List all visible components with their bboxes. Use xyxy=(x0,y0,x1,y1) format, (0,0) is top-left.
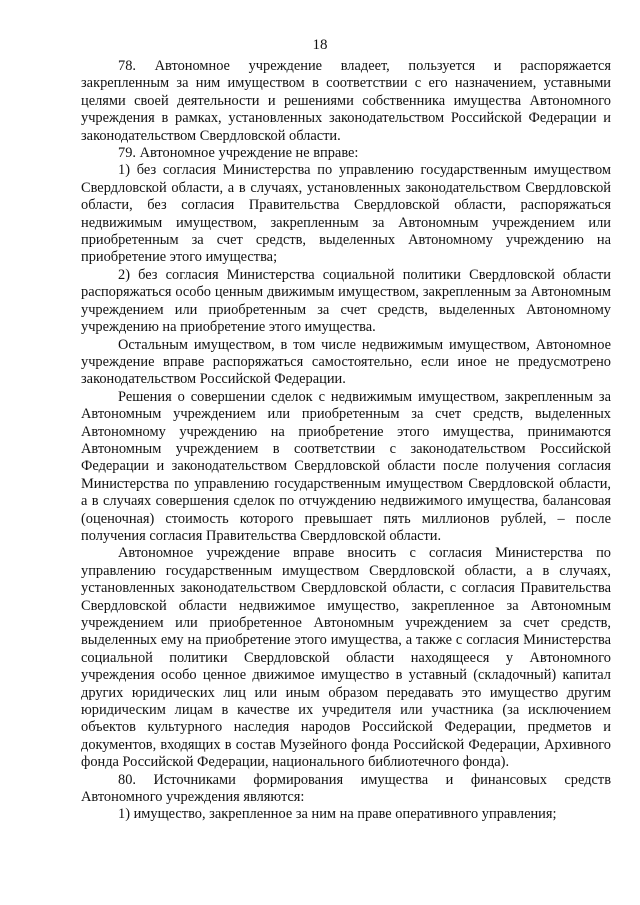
document-body xyxy=(81,58,611,824)
page-number: 18 xyxy=(312,37,328,53)
paragraph-78: 78. Автономное учреждение владеет, пользуется и распоряжается закрепленным за ним имуществом в соответствии с его назначением, уставными целями своей деятельности и решениями собственника имущества Автономного учреждения в рамках, установленных законодательством Российской Федерации и законодательством Свердловской области. xyxy=(81,58,611,144)
paragraph-79-item-2: 2) без согласия Министерства социальной политики Свердловской области распоряжаться особо ценным движимым имуществом, закрепленным за Автономным учреждением или приобретенным за счет средств, выделенных Автономному учреждению на приобретение этого имущества. xyxy=(81,266,611,336)
paragraph-79-item-1: 1) без согласия Министерства по управлению государственным имуществом Свердловской области, а в случаях, установленных законодательством Свердловской области, без согласия Правительства Свердловской области, распоряжаться недвижимым имуществом, закрепленным за Автономным учреждением или приобретенным за счет средств, выделенных Автономному учреждению на приобретение этого имущества; xyxy=(81,162,611,266)
paragraph-79: 79. Автономное учреждение не вправе: xyxy=(118,145,359,162)
paragraph-capital-contribution: Автономное учреждение вправе вносить с согласия Министерства по управлению государственным имуществом Свердловской области, а в случаях, установленных законодательством Свердловской области, с согласия Правительства Свердловской области недвижимое имущество, закрепленное за Автономным учреждением или приобретенное Автономным учреждением за счет средств, выделенных ему на приобретение этого имущества, а также с согласия Министерства социальной политики Свердловской области находящееся у Автономного учреждения особо ценное движимое имущество в уставный (складочный) капитал других юридических лиц или иным образом передавать это имущество другим юридическим лицам в качестве их учредителя или участника (за исключением объектов культурного наследия народов Российской Федерации, предметов и документов, входящих в состав Музейного фонда Российской Федерации, Архивного фонда Российской Федерации, национального библиотечного фонда). xyxy=(81,545,611,771)
paragraph-80-item-1: 1) имущество, закрепленное за ним на праве оперативного управления; xyxy=(118,806,557,823)
paragraph-other-property: Остальным имуществом, в том числе недвижимым имуществом, Автономное учреждение вправе распоряжаться самостоятельно, если иное не предусмотрено законодательством Российской Федерации. xyxy=(81,336,611,388)
paragraph-real-estate-deals: Решения о совершении сделок с недвижимым имуществом, закрепленным за Автономным учреждением или приобретенным за счет средств, выделенных Автономному учреждению на приобретение этого имущества, принимаются Автономным учреждением в соответствии с законодательством Российской Федерации и законодательством Свердловской области после получения согласия Министерства по управлению государственным имуществом Свердловской области, а в случаях совершения сделок по отчуждению недвижимого имущества, балансовая (оценочная) стоимость которого превышает пять миллионов рублей, – после получения согласия Правительства Свердловской области. xyxy=(81,388,611,544)
paragraph-80: 80. Источниками формирования имущества и финансовых средств Автономного учреждения являются: xyxy=(81,771,611,806)
